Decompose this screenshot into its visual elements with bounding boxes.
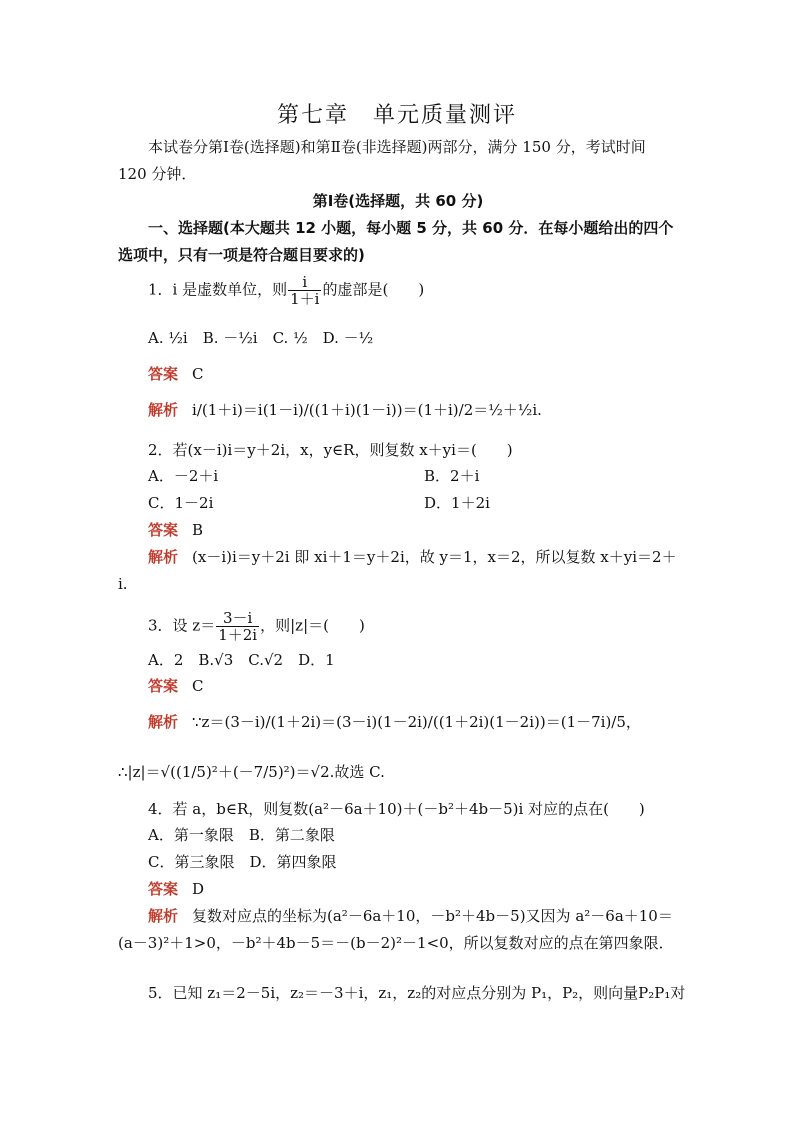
q5-stem: 5．已知 z₁＝2－5i，z₂＝－3＋i，z₁，z₂的对应点分别为 P₁，P₂，则向量P₂P₁对 [148,984,686,1002]
q3-frac-num: 3－i [216,610,259,627]
q2-option-a: A．－2＋i [148,467,219,485]
q1-fraction [288,274,321,307]
q1-stem-post: 的虚部是( ) [322,280,425,299]
q2-stem: 2．若(x－i)i＝y＋2i，x，y∈R，则复数 x＋yi＝( ) [148,441,513,459]
q1-frac-num: i [288,274,321,291]
section1-line-2: 选项中，只有一项是符合题目要求的) [118,246,365,264]
q4-options-1: A．第一象限 B．第二象限 [148,826,335,844]
q2-analysis-2: i. [118,575,128,593]
q2-analysis-row [148,547,678,567]
q3-fraction [216,610,259,643]
q3-answer: C [192,677,204,695]
q4-analysis-1: 复数对应点的坐标为(a²－6a＋10，－b²＋4b－5)又因为 a²－6a＋10＝ [192,907,673,925]
q4-analysis-2: (a－3)²＋1>0，－b²＋4b－5＝－(b－2)²－1<0，所以复数对应的点在第四象限． [118,934,674,952]
q2-option-d: D．1＋2i [424,494,490,512]
q4-answer-row [148,879,708,899]
q1-stem [148,274,708,307]
q1-stem-pre: 1．i 是虚数单位，则 [148,280,288,299]
q3-analysis-2: ∴|z|＝√((1/5)²＋(－7/5)²)＝√2.故选 C. [118,763,385,781]
q2-analysis-label: 解析 [148,548,179,566]
q3-analysis-1: ∵z＝(3－i)/(1＋2i)＝(3－i)(1－2i)/((1＋2i)(1－2i))＝(1－7i)/5， [192,713,641,731]
q2-answer-row [148,520,708,540]
q2-answer: B [192,521,204,539]
q1-answer-label: 答案 [148,365,179,383]
q4-answer-label: 答案 [148,880,179,898]
q4-answer: D [192,880,205,898]
intro-line-2: 120 分钟． [118,165,197,183]
q1-analysis-label: 解析 [148,401,179,419]
q3-stem-pre: 3．设 z＝ [148,616,216,635]
q1-options: A. ½i B. －½i C. ½ D. －½ [148,329,374,347]
q3-stem-post: ，则|z|＝( ) [260,616,365,635]
q4-analysis-row [148,906,678,926]
q1-analysis: i/(1＋i)＝i(1－i)/((1＋i)(1－i))＝(1＋i)/2＝½＋½i. [192,401,542,419]
page-title: 第七章 单元质量测评 [276,103,517,128]
q3-analysis-label: 解析 [148,713,179,731]
q3-answer-row [148,676,708,696]
q2-option-b: B．2＋i [424,467,480,485]
q4-options-2: C．第三象限 D．第四象限 [148,853,337,871]
q4-analysis-label: 解析 [148,907,179,925]
q3-options: A．2 B.√3 C.√2 D．1 [148,651,335,669]
q1-analysis-row [148,400,708,420]
q1-answer-row [148,364,708,384]
q2-option-c: C．1－2i [148,494,214,512]
q1-answer: C [192,365,204,383]
q2-answer-label: 答案 [148,521,179,539]
intro-line-1: 本试卷分第Ⅰ卷(选择题)和第Ⅱ卷(非选择题)两部分，满分 150 分，考试时间 [148,138,646,156]
q3-stem [148,610,708,643]
part1-heading: 第Ⅰ卷(选择题，共 60 分) [312,192,484,210]
q2-analysis-1: (x－i)i＝y＋2i 即 xi＋1＝y＋2i，故 y＝1，x＝2，所以复数 x＋yi＝2＋ [192,548,677,566]
q3-frac-den: 1＋2i [218,626,258,644]
q4-stem: 4．若 a，b∈R，则复数(a²－6a＋10)＋(－b²＋4b－5)i 对应的点在( ) [148,800,645,818]
q1-frac-den: 1＋i [290,290,320,308]
section1-line-1: 一、选择题(本大题共 12 小题，每小题 5 分，共 60 分．在每小题给出的四个 [148,219,674,237]
q3-analysis-row [148,712,708,732]
q3-answer-label: 答案 [148,677,179,695]
